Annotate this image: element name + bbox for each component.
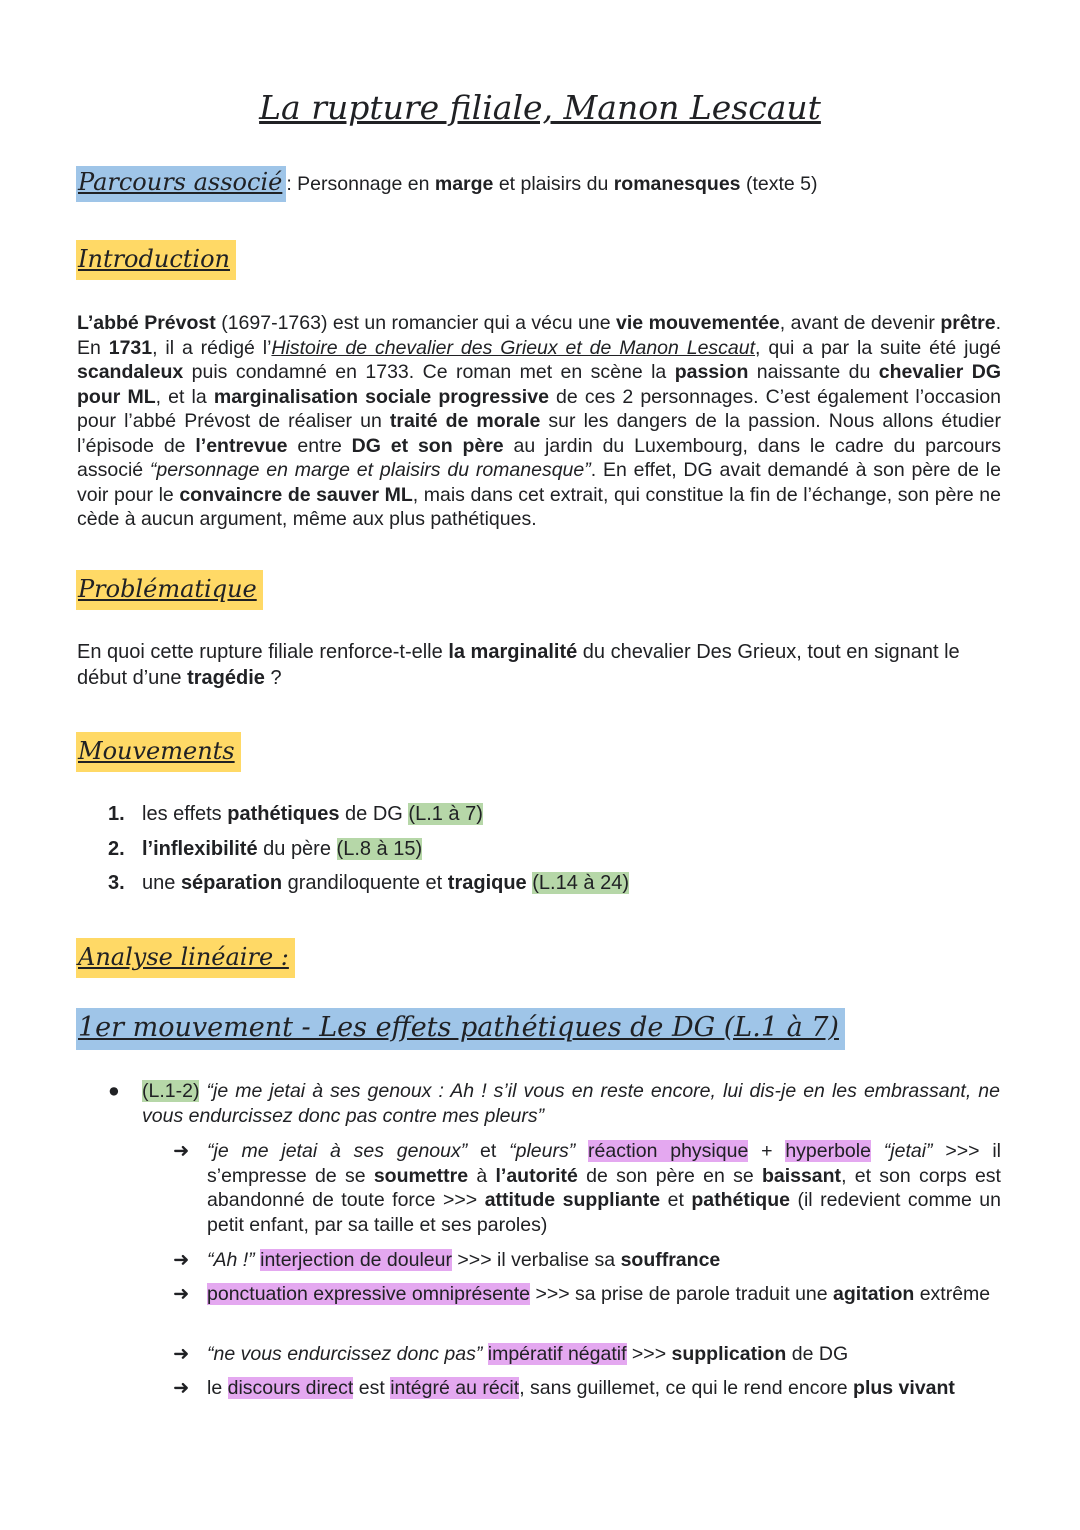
bold-text: passion bbox=[674, 361, 749, 383]
highlight-purple: ponctuation expressive omniprésente bbox=[207, 1283, 531, 1305]
text-run: >>> sa prise de parole traduit une bbox=[530, 1283, 834, 1305]
bold-text: plus vivant bbox=[853, 1377, 955, 1399]
problematique-heading: Problématique bbox=[76, 570, 263, 610]
analysis-point-2 bbox=[173, 1248, 1001, 1273]
text-run: sur les dangers de la passion. Nous allons étudier l’épisode de bbox=[77, 410, 1001, 457]
bold-text: soumettre bbox=[373, 1164, 469, 1187]
text-run: (il redevient comme un petit enfant, par sa taille et ses paroles) bbox=[207, 1189, 1001, 1236]
mouvements-list bbox=[108, 801, 1008, 905]
highlight-green: (L.1 à 7) bbox=[408, 803, 483, 825]
mouvement-item-3 bbox=[108, 870, 1008, 905]
parcours-text bbox=[297, 173, 817, 195]
text-run: à bbox=[468, 1164, 496, 1187]
bold-text: supplication bbox=[671, 1343, 787, 1365]
list-number: 2. bbox=[108, 837, 125, 860]
text-run: grandiloquente et bbox=[282, 872, 448, 894]
text-run: “jetai” bbox=[883, 1140, 933, 1162]
text-run: naissante du bbox=[748, 361, 879, 383]
text-run: , il a rédigé l’ bbox=[152, 336, 272, 359]
text-run: extrême bbox=[914, 1283, 991, 1305]
arrow-icon: ➜ bbox=[173, 1249, 190, 1271]
bold-text: 1731 bbox=[108, 336, 153, 359]
text-run: , et la bbox=[155, 385, 214, 408]
bold-text: agitation bbox=[833, 1283, 915, 1305]
list-number: 3. bbox=[108, 872, 125, 894]
text-run: >>> bbox=[626, 1343, 672, 1365]
bold-text: convaincre de sauver ML bbox=[179, 483, 413, 506]
analysis-text bbox=[207, 1342, 1001, 1367]
text-run: de DG bbox=[786, 1343, 849, 1365]
bold-text: souffrance bbox=[620, 1249, 721, 1271]
text-run: du chevalier Des Grieux, tout en signant le début d’une bbox=[77, 641, 960, 689]
parcours-associe-line bbox=[76, 170, 1036, 197]
analysis-text bbox=[207, 1248, 1001, 1273]
text-run: , et son corps est abandonné de toute force >>> bbox=[207, 1164, 1001, 1211]
mouvement-item-2 bbox=[108, 836, 1008, 871]
bold-text: pathétiques bbox=[227, 803, 340, 825]
analysis-point-5 bbox=[173, 1376, 1001, 1401]
text-run: “je me jetai à ses genoux” bbox=[207, 1140, 468, 1162]
text-run: (texte 5) bbox=[740, 173, 818, 195]
text-run: une bbox=[142, 872, 181, 894]
text-run: et bbox=[467, 1140, 510, 1162]
text-run: “personnage en marge et plaisirs du romanesque” bbox=[149, 459, 591, 481]
analysis-point-4 bbox=[173, 1342, 1001, 1367]
analysis-text bbox=[207, 1282, 1001, 1307]
text-run: de DG bbox=[339, 803, 409, 825]
text-run: (1697-1763) est un romancier qui a vécu une bbox=[215, 312, 617, 334]
bold-text: séparation bbox=[180, 872, 283, 894]
text-run: , avant de devenir bbox=[779, 312, 941, 334]
text-run: “Ah !” bbox=[207, 1249, 255, 1271]
parcours-separator: : bbox=[286, 173, 298, 195]
text-run: “je me jetai à ses genoux : Ah ! s’il vous en reste encore, lui dis-je en les embrassant, ne vous endurcissez donc pas contre mes pleurs” bbox=[142, 1080, 1000, 1127]
highlight-purple: réaction physique bbox=[588, 1140, 749, 1162]
text-run: au jardin du Luxembourg, dans le cadre du parcours associé bbox=[77, 434, 1001, 481]
highlight-purple: impératif négatif bbox=[487, 1343, 627, 1365]
mouvement-text bbox=[142, 872, 629, 894]
mouvements-heading: Mouvements bbox=[76, 732, 241, 772]
highlight-purple: interjection de douleur bbox=[260, 1249, 452, 1271]
analysis-text bbox=[207, 1376, 1001, 1401]
text-run: le bbox=[207, 1377, 228, 1399]
highlight-purple: intégré au récit bbox=[390, 1377, 520, 1399]
text-run: . En bbox=[77, 312, 1002, 359]
text-run: , qui a par la suite été jugé bbox=[755, 336, 1001, 359]
highlight-purple: hyperbole bbox=[785, 1140, 871, 1162]
arrow-icon: ➜ bbox=[173, 1343, 190, 1365]
bold-text: tragique bbox=[447, 872, 527, 894]
bullet-icon: ● bbox=[108, 1080, 120, 1102]
bold-text: pathétique bbox=[691, 1189, 790, 1211]
bold-text: la marginalité bbox=[448, 641, 578, 663]
mouvement-item-1 bbox=[108, 801, 1008, 836]
bold-text: L’abbé Prévost bbox=[77, 312, 216, 334]
analyse-heading: Analyse linéaire : bbox=[76, 938, 295, 978]
bold-text: chevalier DG pour ML bbox=[77, 361, 1002, 408]
movement-1-heading: 1er mouvement - Les effets pathétiques de DG (L.1 à 7) bbox=[76, 1008, 845, 1050]
bold-text: prêtre bbox=[940, 312, 996, 334]
text-run: puis condamné en 1733. Ce roman met en scène la bbox=[183, 361, 675, 383]
arrow-icon: ➜ bbox=[173, 1377, 190, 1399]
bold-text: attitude suppliante bbox=[484, 1189, 661, 1211]
bold-text: vie mouvementée bbox=[616, 312, 780, 334]
mouvement-text bbox=[142, 803, 483, 825]
arrow-icon: ➜ bbox=[173, 1283, 190, 1305]
text-run: Histoire de chevalier des Grieux et de Manon Lescaut bbox=[271, 336, 756, 359]
highlight-green: (L.14 à 24) bbox=[532, 872, 629, 894]
text-run: >>> il s’empresse de se bbox=[207, 1140, 1001, 1187]
text-run: “pleurs” bbox=[509, 1140, 576, 1162]
text-run: + bbox=[748, 1140, 786, 1162]
analysis-point-3 bbox=[173, 1282, 1001, 1307]
text-run: et plaisirs du bbox=[493, 173, 614, 195]
arrow-icon: ➜ bbox=[173, 1140, 190, 1162]
text-run: les effets bbox=[142, 803, 228, 825]
list-number: 1. bbox=[108, 803, 125, 825]
text-run: de ces 2 personnages. C’est également l’occasion pour l’abbé Prévost de réaliser un bbox=[77, 385, 1001, 432]
page-title: La rupture filiale, Manon Lescaut bbox=[259, 88, 821, 127]
mouvement-text bbox=[142, 838, 422, 860]
text-run bbox=[575, 1140, 588, 1162]
bold-text: tragédie bbox=[187, 667, 265, 689]
bold-text: DG et son père bbox=[351, 434, 504, 457]
text-run: “ne vous endurcissez donc pas” bbox=[207, 1343, 483, 1365]
text-run: , sans guillemet, ce qui le rend encore bbox=[519, 1377, 854, 1399]
text-run: >>> il verbalise sa bbox=[452, 1249, 621, 1271]
text-run: est bbox=[353, 1377, 391, 1399]
text-run: Personnage en bbox=[297, 173, 435, 195]
text-run bbox=[871, 1140, 884, 1162]
introduction-paragraph bbox=[77, 311, 1001, 532]
quote-text bbox=[142, 1079, 1000, 1128]
parcours-heading: Parcours associé bbox=[76, 166, 286, 202]
text-run: et bbox=[660, 1189, 692, 1211]
text-run: du père bbox=[257, 837, 337, 860]
text-run: entre bbox=[287, 434, 352, 457]
bold-text: traité de morale bbox=[389, 410, 541, 432]
bold-text: marge bbox=[434, 173, 494, 195]
bold-text: l’inflexibilité bbox=[142, 837, 258, 860]
text-run bbox=[482, 1343, 487, 1365]
bold-text: romanesques bbox=[613, 173, 741, 195]
text-run: de son père en se bbox=[577, 1164, 762, 1187]
quote-bullet bbox=[108, 1079, 1008, 1128]
bold-text: l’entrevue bbox=[195, 434, 288, 457]
highlight-green: (L.8 à 15) bbox=[336, 837, 423, 860]
text-run: , mais dans cet extrait, qui constitue la fin de l’échange, son père ne cède à aucun argument, même aux plus pathétiques. bbox=[77, 483, 1001, 530]
bold-text: scandaleux bbox=[77, 361, 184, 383]
highlight-purple: discours direct bbox=[227, 1377, 354, 1399]
text-run: En quoi cette rupture filiale renforce-t-elle bbox=[77, 641, 449, 663]
text-run: . En effet, DG avait demandé à son père de le voir pour le bbox=[77, 459, 1001, 506]
introduction-heading: Introduction bbox=[76, 240, 236, 280]
analysis-point-1 bbox=[173, 1139, 1001, 1237]
bold-text: l’autorité bbox=[495, 1164, 578, 1187]
highlight-green: (L.1-2) bbox=[142, 1080, 200, 1102]
text-run: ? bbox=[264, 667, 282, 689]
problematique-paragraph bbox=[77, 639, 1001, 691]
analysis-text bbox=[207, 1139, 1001, 1237]
bold-text: baissant bbox=[761, 1164, 842, 1187]
bold-text: marginalisation sociale progressive bbox=[213, 385, 549, 408]
